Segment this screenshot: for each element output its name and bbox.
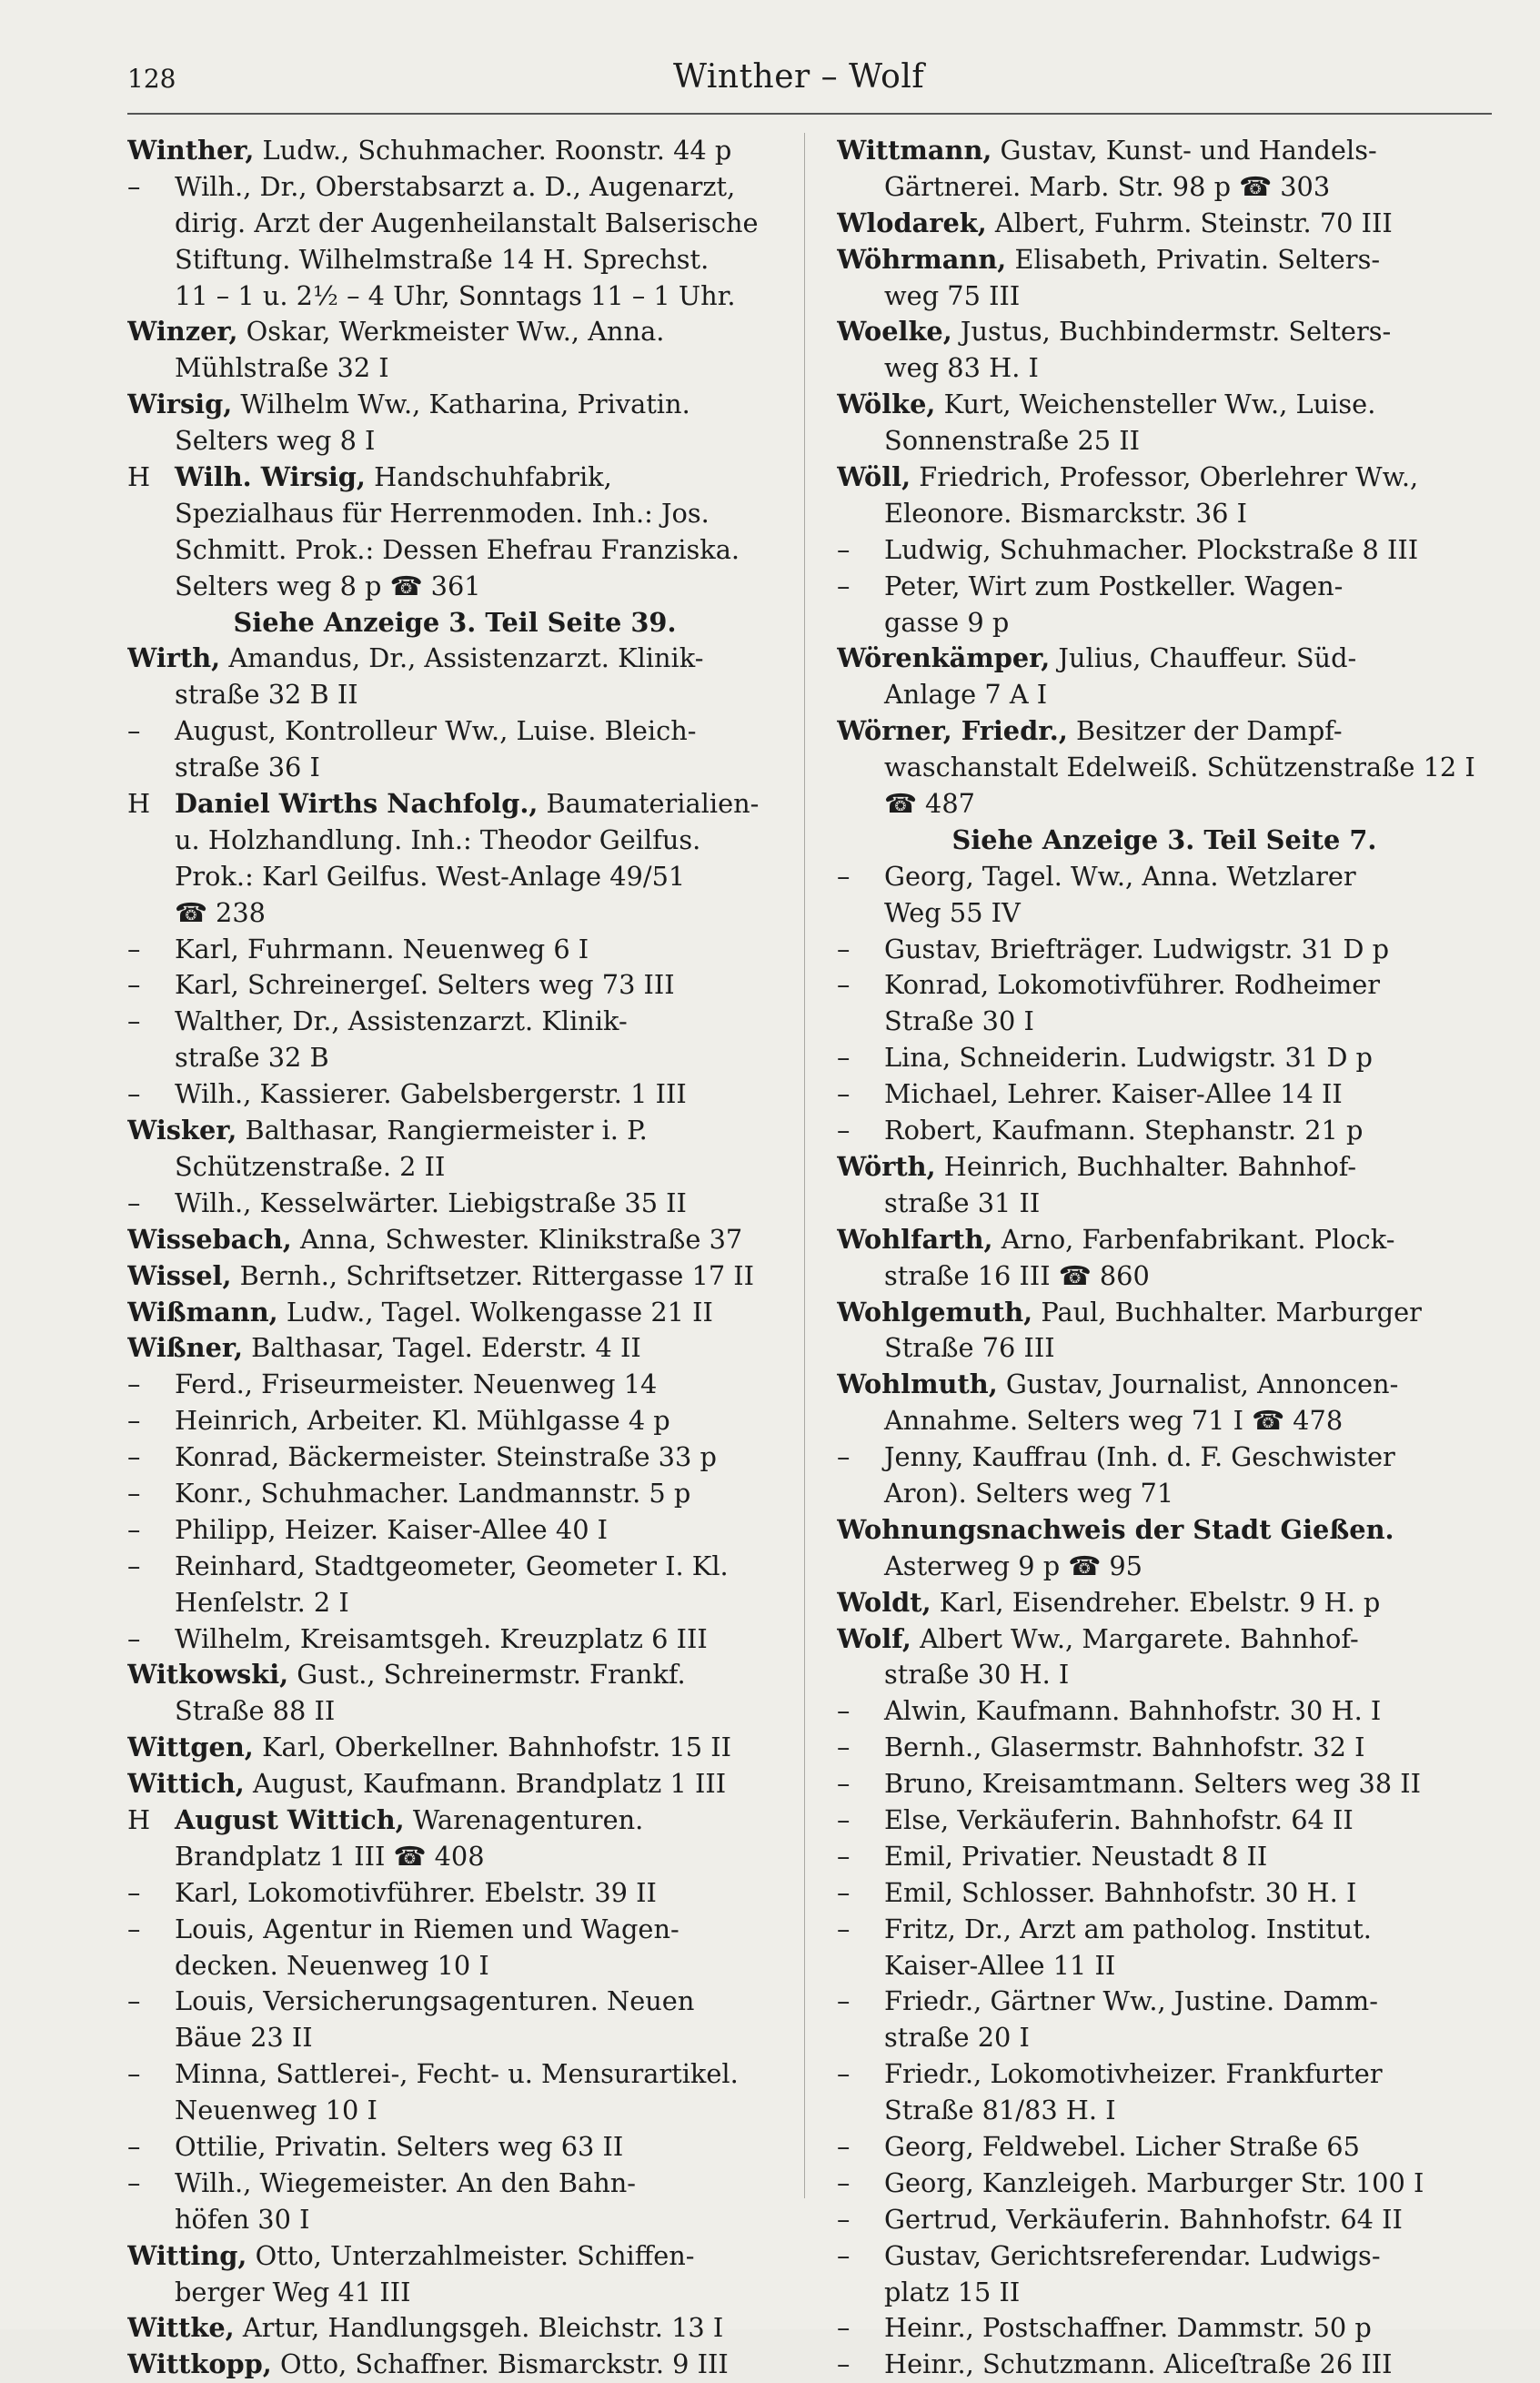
directory-subentry xyxy=(837,2056,1492,2093)
repeat-dash: – xyxy=(837,1042,851,1074)
entry-text: Wilhelm Ww., Katharina, Privatin. xyxy=(232,389,690,420)
entry-text: Gustav, Kunst- und Handels- xyxy=(991,135,1377,166)
surname: Witting, xyxy=(127,2239,247,2271)
continuation-line: straße 16 III ☎ 860 xyxy=(884,1259,1150,1291)
repeat-dash: – xyxy=(837,570,851,601)
surname: Wohlmuth, xyxy=(837,1368,998,1400)
entry-text: Ludw., Schuhmacher. Roonstr. 44 p xyxy=(254,135,732,166)
directory-entry xyxy=(127,1330,782,1367)
entry-text: Justus, Buchbindermstr. Selters- xyxy=(951,316,1392,348)
directory-entry xyxy=(127,314,782,350)
subentry-text: Gustav, Gerichtsreferendar. Ludwigs- xyxy=(884,2239,1381,2271)
column-divider xyxy=(804,133,805,2198)
surname: Wöll, xyxy=(837,461,911,493)
page-number: 128 xyxy=(127,64,176,94)
subentry-text: Konr., Schuhmacher. Landmannstr. 5 p xyxy=(175,1477,691,1509)
subentry-text: Heinr., Schutzmann. Aliceſtraße 26 III xyxy=(884,2348,1393,2380)
subentry-text: Friedr., Lokomotivheizer. Frankfurter xyxy=(884,2058,1383,2090)
entry-text: Besitzer der Dampf- xyxy=(1067,715,1343,747)
repeat-dash: – xyxy=(127,2166,141,2198)
continuation-line: berger Weg 41 III xyxy=(175,2276,411,2307)
continuation-line: straße 31 II xyxy=(884,1186,1041,1218)
directory-subentry xyxy=(837,1802,1492,1839)
repeat-dash: – xyxy=(127,1078,141,1110)
continuation-line: Stiftung. Wilhelmstraße 14 H. Sprechst. xyxy=(175,243,710,275)
continuation-line: straße 20 I xyxy=(884,2022,1030,2054)
directory-entry xyxy=(127,1295,782,1331)
directory-subentry xyxy=(837,532,1492,569)
repeat-dash: – xyxy=(837,1768,851,1800)
subentry-text: Louis, Versicherungsagenturen. Neuen xyxy=(175,1985,695,2017)
subentry-text: Gertrud, Verkäuferin. Bahnhofstr. 64 II xyxy=(884,2203,1403,2235)
entry-text: Ludw., Tagel. Wolkengasse 21 II xyxy=(277,1296,713,1328)
continuation-line: Straße 30 I xyxy=(884,1005,1034,1037)
repeat-dash: – xyxy=(127,1550,141,1581)
continuation-line: waschanstalt Edelweiß. Schützenstraße 12 I xyxy=(884,752,1475,783)
trade-register-mark: H xyxy=(127,1803,151,1835)
repeat-dash: – xyxy=(837,2312,851,2344)
right-column xyxy=(837,133,1492,2383)
repeat-dash: – xyxy=(837,533,851,565)
surname: Wissebach, xyxy=(127,1223,292,1255)
directory-entry xyxy=(127,1730,782,1766)
entry-text: Julius, Chauffeur. Süd- xyxy=(1050,642,1357,674)
directory-subentry xyxy=(837,1439,1492,1476)
surname: Wohlgemuth, xyxy=(837,1296,1033,1328)
directory-subentry xyxy=(837,1113,1492,1149)
subentry-text: Lina, Schneiderin. Ludwigstr. 31 D p xyxy=(884,1042,1373,1074)
surname: Witkowski, xyxy=(127,1659,289,1691)
continuation-line: straße 36 I xyxy=(175,752,320,783)
entry-text: Balthasar, Rangiermeister i. P. xyxy=(237,1115,648,1146)
entry-text: Artur, Handlungsgeh. Bleichstr. 13 I xyxy=(234,2312,724,2344)
repeat-dash: – xyxy=(127,933,141,964)
directory-entry xyxy=(837,713,1492,750)
directory-subentry xyxy=(837,967,1492,1004)
surname: Wörenkämper, xyxy=(837,642,1051,674)
subentry-text: Wilh., Kesselwärter. Liebigstraße 35 II xyxy=(175,1186,687,1218)
continuation-line: ☎ 238 xyxy=(175,896,266,928)
repeat-dash: – xyxy=(127,2058,141,2090)
repeat-dash: – xyxy=(837,933,851,964)
surname: Wissel, xyxy=(127,1259,232,1291)
directory-entry xyxy=(837,206,1492,242)
entry-text: Gustav, Journalist, Annoncen- xyxy=(997,1368,1399,1400)
continuation-line: höfen 30 I xyxy=(175,2203,310,2235)
directory-subentry xyxy=(127,1621,782,1658)
surname: Wohlfarth, xyxy=(837,1223,993,1255)
subentry-text: Ottilie, Privatin. Selters weg 63 II xyxy=(175,2130,624,2162)
directory-entry xyxy=(837,1222,1492,1258)
entry-text: Gust., Schreinermstr. Frankf. xyxy=(288,1659,686,1691)
directory-subentry xyxy=(837,1076,1492,1113)
repeat-dash: – xyxy=(837,2130,851,2162)
subentry-text: Karl, Fuhrmann. Neuenweg 6 I xyxy=(175,933,589,964)
directory-subentry xyxy=(127,967,782,1004)
repeat-dash: – xyxy=(127,969,141,1001)
continuation-line: Asterweg 9 p ☎ 95 xyxy=(884,1550,1142,1581)
entry-text: Karl, Oberkellner. Bahnhofstr. 15 II xyxy=(253,1732,731,1763)
directory-subentry xyxy=(127,1004,782,1040)
running-head: Winther – Wolf xyxy=(673,58,925,96)
repeat-dash: – xyxy=(837,1985,851,2017)
continuation-line: Kaiser-Allee 11 II xyxy=(884,1949,1116,1981)
directory-entry xyxy=(127,2238,782,2275)
subentry-text: Heinrich, Arbeiter. Kl. Mühlgasse 4 p xyxy=(175,1405,670,1437)
directory-subentry xyxy=(127,1549,782,1585)
directory-subentry xyxy=(127,713,782,750)
continuation-line: straße 30 H. I xyxy=(884,1659,1070,1691)
surname: Wirth, xyxy=(127,642,221,674)
subentry-text: Emil, Privatier. Neustadt 8 II xyxy=(884,1840,1268,1872)
directory-entry xyxy=(127,2347,782,2383)
directory-subentry xyxy=(837,2129,1492,2166)
repeat-dash: – xyxy=(127,1913,141,1944)
repeat-dash: – xyxy=(127,1622,141,1654)
directory-subentry xyxy=(837,1839,1492,1875)
subentry-text: Wilh., Wiegemeister. An den Bahn- xyxy=(175,2166,637,2198)
subentry-text: Konrad, Lokomotivführer. Rodheimer xyxy=(884,969,1381,1001)
directory-entry xyxy=(127,1113,782,1149)
surname: Wirsig, xyxy=(127,389,233,420)
surname: Wilh. Wirsig, xyxy=(175,461,366,493)
surname: Winther, xyxy=(127,135,255,166)
surname: Wörner, Friedr., xyxy=(837,715,1068,747)
entry-text: Heinrich, Buchhalter. Bahnhof- xyxy=(935,1150,1357,1182)
directory-entry xyxy=(127,387,782,423)
subentry-text: Peter, Wirt zum Postkeller. Wagen- xyxy=(884,570,1344,601)
continuation-line: gasse 9 p xyxy=(884,606,1010,638)
repeat-dash: – xyxy=(837,1913,851,1944)
subentry-text: Emil, Schlosser. Bahnhofstr. 30 H. I xyxy=(884,1876,1357,1908)
repeat-dash: – xyxy=(837,1803,851,1835)
repeat-dash: – xyxy=(127,1985,141,2017)
repeat-dash: – xyxy=(127,715,141,747)
entry-text: Paul, Buchhalter. Marburger xyxy=(1032,1296,1422,1328)
subentry-text: Philipp, Heizer. Kaiser-Allee 40 I xyxy=(175,1513,609,1545)
continuation-line: Henſelstr. 2 I xyxy=(175,1586,349,1618)
continuation-line: Straße 81/83 H. I xyxy=(884,2095,1116,2126)
continuation-line: Schützenstraße. 2 II xyxy=(175,1150,446,1182)
subentry-text: Else, Verkäuferin. Bahnhofstr. 64 II xyxy=(884,1803,1354,1835)
repeat-dash: – xyxy=(837,2203,851,2235)
surname: Wittich, xyxy=(127,1768,245,1800)
directory-entry xyxy=(837,314,1492,350)
subentry-text: Konrad, Bäckermeister. Steinstraße 33 p xyxy=(175,1441,717,1473)
subentry-text: Georg, Kanzleigeh. Marburger Str. 100 I xyxy=(884,2166,1424,2198)
entry-text: Bernh., Schriftsetzer. Rittergasse 17 II xyxy=(231,1259,755,1291)
directory-subentry xyxy=(127,169,782,206)
directory-subentry xyxy=(837,2166,1492,2202)
entry-text: Baumaterialien- xyxy=(538,788,760,820)
directory-subentry xyxy=(127,2129,782,2166)
directory-subentry xyxy=(127,2056,782,2093)
subentry-text: Ludwig, Schuhmacher. Plockstraße 8 III xyxy=(884,533,1419,565)
directory-subentry xyxy=(837,2238,1492,2275)
continuation-line: Bäue 23 II xyxy=(175,2022,313,2054)
continuation-line: straße 32 B II xyxy=(175,679,358,711)
entry-text: Otto, Unterzahlmeister. Schiffen- xyxy=(247,2239,695,2271)
directory-entry xyxy=(837,1367,1492,1403)
surname: Wittkopp, xyxy=(127,2348,272,2380)
directory-subentry xyxy=(837,1730,1492,1766)
subentry-text: Karl, Schreinergeſ. Selters weg 73 III xyxy=(175,969,675,1001)
continuation-line: decken. Neuenweg 10 I xyxy=(175,1949,489,1981)
repeat-dash: – xyxy=(837,2348,851,2380)
directory-entry xyxy=(837,641,1492,677)
directory-entry xyxy=(837,242,1492,278)
entry-text: Arno, Farbenfabrikant. Plock- xyxy=(992,1223,1395,1255)
continuation-line: Brandplatz 1 III ☎ 408 xyxy=(175,1840,485,1872)
continuation-line: ☎ 487 xyxy=(884,788,975,820)
entry-text: Warenagenturen. xyxy=(404,1803,644,1835)
directory-entry xyxy=(127,1222,782,1258)
entry-text: Friedrich, Professor, Oberlehrer Ww., xyxy=(911,461,1419,493)
left-column xyxy=(127,133,782,2383)
continuation-line: Selters weg 8 p ☎ 361 xyxy=(175,570,481,601)
surname: Woelke, xyxy=(837,316,952,348)
surname: Wißner, xyxy=(127,1332,244,1364)
surname: Wittmann, xyxy=(837,135,992,166)
repeat-dash: – xyxy=(837,1115,851,1146)
directory-subentry xyxy=(837,2310,1492,2347)
directory-subentry xyxy=(837,932,1492,968)
surname: Wittke, xyxy=(127,2312,235,2344)
repeat-dash: – xyxy=(127,1005,141,1037)
entry-text: Oskar, Werkmeister Ww., Anna. xyxy=(237,316,665,348)
entry-text: Kurt, Weichensteller Ww., Luise. xyxy=(935,389,1376,420)
continuation-line: platz 15 II xyxy=(884,2276,1021,2307)
subentry-text: Fritz, Dr., Arzt am patholog. Institut. xyxy=(884,1913,1372,1944)
directory-entry xyxy=(127,1258,782,1295)
directory-subentry xyxy=(127,1512,782,1549)
surname: Wittgen, xyxy=(127,1732,254,1763)
surname: Woldt, xyxy=(837,1586,931,1618)
continuation-line: Aron). Selters weg 71 xyxy=(884,1477,1174,1509)
entry-text: Amandus, Dr., Assistenzarzt. Klinik- xyxy=(220,642,704,674)
page-header xyxy=(127,58,1492,109)
repeat-dash: – xyxy=(837,2166,851,2198)
directory-entry xyxy=(127,2310,782,2347)
repeat-dash: – xyxy=(837,1840,851,1872)
directory-entry xyxy=(837,1585,1492,1621)
entry-text: Albert, Fuhrm. Steinstr. 70 III xyxy=(986,207,1393,238)
directory-entry xyxy=(837,1295,1492,1331)
subentry-text: Michael, Lehrer. Kaiser-Allee 14 II xyxy=(884,1078,1343,1110)
subentry-text: Ferd., Friseurmeister. Neuenweg 14 xyxy=(175,1368,658,1400)
directory-subentry xyxy=(837,1984,1492,2020)
subentry-text: August, Kontrolleur Ww., Luise. Bleich- xyxy=(175,715,697,747)
directory-subentry xyxy=(127,1367,782,1403)
directory-subentry xyxy=(837,1693,1492,1730)
directory-entry xyxy=(837,1512,1492,1549)
repeat-dash: – xyxy=(127,1405,141,1437)
repeat-dash: – xyxy=(837,1695,851,1727)
surname: August Wittich, xyxy=(175,1803,405,1835)
trade-register-mark: H xyxy=(127,461,151,493)
trade-register-mark: H xyxy=(127,788,151,820)
directory-subentry xyxy=(837,1875,1492,1912)
directory-entry xyxy=(837,387,1492,423)
surname: Wörth, xyxy=(837,1150,936,1182)
continuation-line: Weg 55 IV xyxy=(884,896,1021,928)
surname: Wißmann, xyxy=(127,1296,278,1328)
subentry-text: Minna, Sattlerei-, Fecht- u. Mensurartikel. xyxy=(175,2058,739,2090)
entry-text: Anna, Schwester. Klinikstraße 37 xyxy=(291,1223,743,1255)
entry-text: Elisabeth, Privatin. Selters- xyxy=(1006,243,1381,275)
subentry-text: Jenny, Kauffrau (Inh. d. F. Geschwister xyxy=(884,1441,1395,1473)
directory-subentry xyxy=(127,2166,782,2202)
subentry-text: Bruno, Kreisamtmann. Selters weg 38 II xyxy=(884,1768,1422,1800)
repeat-dash: – xyxy=(127,1441,141,1473)
continuation-line: Selters weg 8 I xyxy=(175,425,376,457)
repeat-dash: – xyxy=(837,969,851,1001)
directory-entry xyxy=(127,133,782,169)
repeat-dash: – xyxy=(127,1186,141,1218)
directory-subentry xyxy=(127,1076,782,1113)
repeat-dash: – xyxy=(127,1368,141,1400)
continuation-line: u. Holzhandlung. Inh.: Theodor Geilfus. xyxy=(175,823,701,855)
entry-text: Balthasar, Tagel. Ederstr. 4 II xyxy=(243,1332,641,1364)
subentry-text: Bernh., Glasermstr. Bahnhofstr. 32 I xyxy=(884,1732,1365,1763)
continuation-line: Prok.: Karl Geilfus. West-Anlage 49/51 xyxy=(175,860,686,892)
subentry-text: Reinhard, Stadtgeometer, Geometer I. Kl. xyxy=(175,1550,729,1581)
continuation-line: Gärtnerei. Marb. Str. 98 p ☎ 303 xyxy=(884,170,1331,202)
directory-entry xyxy=(127,641,782,677)
advertisement-reference: Siehe Anzeige 3. Teil Seite 39. xyxy=(233,606,677,638)
continuation-line: Anlage 7 A I xyxy=(884,679,1048,711)
surname: Winzer, xyxy=(127,316,238,348)
directory-entry xyxy=(127,1657,782,1693)
repeat-dash: – xyxy=(837,1078,851,1110)
advertisement-reference: Siehe Anzeige 3. Teil Seite 7. xyxy=(951,823,1377,855)
subentry-text: Georg, Feldwebel. Licher Straße 65 xyxy=(884,2130,1360,2162)
repeat-dash: – xyxy=(127,1477,141,1509)
directory-subentry xyxy=(837,1040,1492,1076)
repeat-dash: – xyxy=(127,2130,141,2162)
entry-text: Karl, Eisendreher. Ebelstr. 9 H. p xyxy=(931,1586,1381,1618)
subentry-text: Karl, Lokomotivführer. Ebelstr. 39 II xyxy=(175,1876,657,1908)
entry-text: August, Kaufmann. Brandplatz 1 III xyxy=(244,1768,727,1800)
subentry-text: Wilh., Kassierer. Gabelsbergerstr. 1 III xyxy=(175,1078,687,1110)
directory-entry xyxy=(127,459,782,496)
continuation-line: straße 32 B xyxy=(175,1042,329,1074)
directory-entry xyxy=(837,133,1492,169)
directory-subentry xyxy=(837,1912,1492,1948)
continuation-line: Straße 88 II xyxy=(175,1695,336,1727)
directory-subentry xyxy=(837,1766,1492,1802)
subentry-text: Heinr., Postschaffner. Dammstr. 50 p xyxy=(884,2312,1372,2344)
surname: Wohnungsnachweis der Stadt Gießen. xyxy=(837,1513,1394,1545)
subentry-text: Walther, Dr., Assistenzarzt. Klinik- xyxy=(175,1005,628,1037)
continuation-line: dirig. Arzt der Augenheilanstalt Balserische xyxy=(175,207,759,238)
surname: Daniel Wirths Nachfolg., xyxy=(175,788,538,820)
subentry-text: Alwin, Kaufmann. Bahnhofstr. 30 H. I xyxy=(884,1695,1382,1727)
continuation-line: Schmitt. Prok.: Dessen Ehefrau Franziska. xyxy=(175,533,740,565)
repeat-dash: – xyxy=(127,1876,141,1908)
header-rule xyxy=(127,113,1492,115)
continuation-line: Spezialhaus für Herrenmoden. Inh.: Jos. xyxy=(175,497,710,529)
repeat-dash: – xyxy=(837,2058,851,2090)
subentry-text: Friedr., Gärtner Ww., Justine. Damm- xyxy=(884,1985,1378,2017)
directory-subentry xyxy=(127,1476,782,1512)
subentry-text: Wilh., Dr., Oberstabsarzt a. D., Augenarzt, xyxy=(175,170,736,202)
directory-subentry xyxy=(127,932,782,968)
directory-entry xyxy=(837,459,1492,496)
continuation-line: Mühlstraße 32 I xyxy=(175,352,389,384)
subentry-text: Wilhelm, Kreisamtsgeh. Kreuzplatz 6 III xyxy=(175,1622,708,1654)
continuation-line: Neuenweg 10 I xyxy=(175,2095,377,2126)
directory-entry xyxy=(127,1802,782,1839)
repeat-dash: – xyxy=(837,2239,851,2271)
subentry-text: Gustav, Briefträger. Ludwigstr. 31 D p xyxy=(884,933,1390,964)
entry-text: Otto, Schaffner. Bismarckstr. 9 III xyxy=(271,2348,729,2380)
directory-entry xyxy=(127,1766,782,1802)
repeat-dash: – xyxy=(837,1441,851,1473)
repeat-dash: – xyxy=(127,170,141,202)
continuation-line: Annahme. Selters weg 71 I ☎ 478 xyxy=(884,1405,1344,1437)
repeat-dash: – xyxy=(837,1732,851,1763)
surname: Wölke, xyxy=(837,389,936,420)
surname: Wlodarek, xyxy=(837,207,987,238)
directory-entry xyxy=(837,1149,1492,1186)
directory-subentry xyxy=(127,1875,782,1912)
directory-entry xyxy=(837,1621,1492,1658)
directory-subentry xyxy=(837,569,1492,605)
directory-subentry xyxy=(127,1439,782,1476)
directory-subentry xyxy=(837,2202,1492,2238)
directory-entry xyxy=(127,786,782,823)
directory-subentry xyxy=(127,1984,782,2020)
directory-subentry xyxy=(127,1186,782,1222)
repeat-dash: – xyxy=(837,860,851,892)
continuation-line: weg 75 III xyxy=(884,279,1021,311)
directory-subentry xyxy=(127,1403,782,1439)
surname: Wöhrmann, xyxy=(837,243,1007,275)
entry-text: Handschuhfabrik, xyxy=(365,461,612,493)
surname: Wolf, xyxy=(837,1622,911,1654)
surname: Wisker, xyxy=(127,1115,237,1146)
continuation-line: Sonnenstraße 25 II xyxy=(884,425,1141,457)
continuation-line: Eleonore. Bismarckstr. 36 I xyxy=(884,497,1248,529)
repeat-dash: – xyxy=(837,1876,851,1908)
directory-subentry xyxy=(837,2347,1492,2383)
continuation-line: Straße 76 III xyxy=(884,1332,1055,1364)
subentry-text: Louis, Agentur in Riemen und Wagen- xyxy=(175,1913,679,1944)
subentry-text: Georg, Tagel. Ww., Anna. Wetzlarer xyxy=(884,860,1356,892)
directory-subentry xyxy=(127,1912,782,1948)
continuation-line: 11 – 1 u. 2½ – 4 Uhr, Sonntags 11 – 1 Uhr. xyxy=(175,279,736,311)
repeat-dash: – xyxy=(127,1513,141,1545)
continuation-line: weg 83 H. I xyxy=(884,352,1039,384)
subentry-text: Robert, Kaufmann. Stephanstr. 21 p xyxy=(884,1115,1364,1146)
directory-subentry xyxy=(837,859,1492,895)
entry-text: Albert Ww., Margarete. Bahnhof- xyxy=(911,1622,1359,1654)
